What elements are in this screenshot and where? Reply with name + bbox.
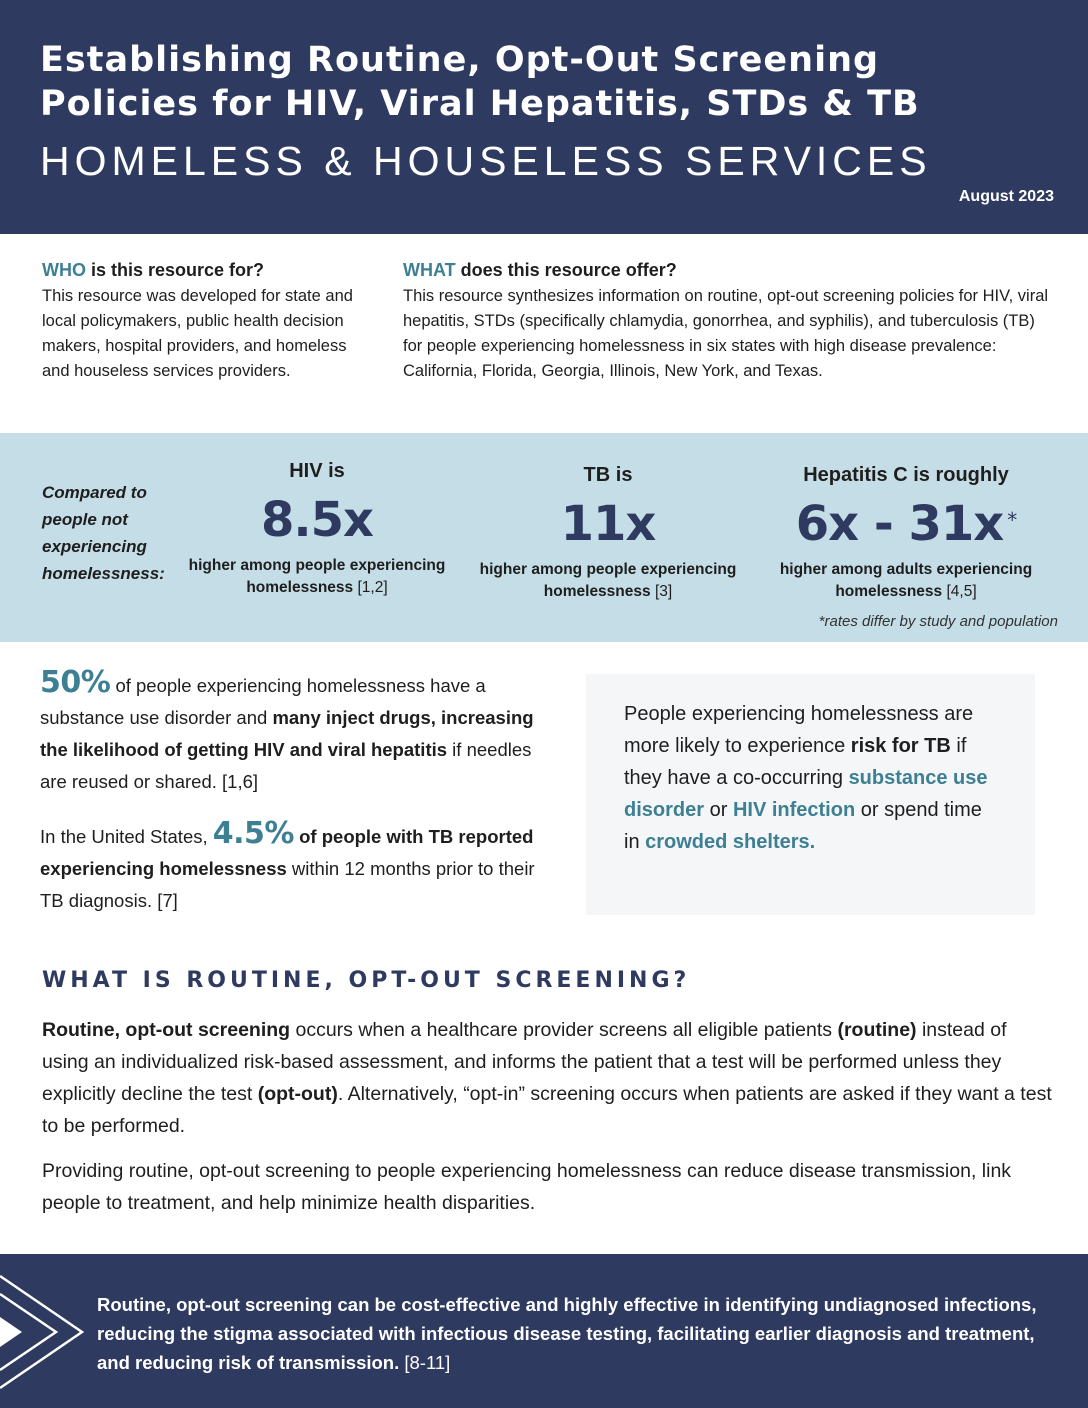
callout-bold: risk for TB xyxy=(850,735,951,757)
what-section xyxy=(403,258,1053,384)
stats-band xyxy=(0,433,1088,642)
fact-text-end: if needles are reused or shared. [1,6] xyxy=(40,739,532,792)
tb-risk-callout xyxy=(586,674,1035,915)
paragraph-bold: (routine) xyxy=(837,1019,917,1041)
who-section xyxy=(42,258,372,384)
who-accent: WHO xyxy=(42,260,86,280)
fact-tb-homelessness xyxy=(40,818,560,917)
callout-text: or spend time in xyxy=(624,799,982,853)
who-heading-rest: is this resource for? xyxy=(86,260,265,280)
fact-substance-use xyxy=(40,667,560,798)
paragraph-text: occurs when a healthcare provider screens all eligible patients xyxy=(290,1019,838,1041)
who-heading xyxy=(42,258,372,282)
stat-reference: [3] xyxy=(654,583,673,600)
benefits-paragraph: Providing routine, opt-out screening to people experiencing homelessness can reduce disease transmission, link people to treatment, and help minimize health disparities. xyxy=(42,1160,1012,1214)
stat-note-text: higher among people experiencing homelessness xyxy=(188,557,446,596)
callout-highlight: HIV infection xyxy=(732,799,856,821)
rates-footnote: *rates differ by study and population xyxy=(818,613,1058,630)
paragraph-bold: (opt-out) xyxy=(257,1083,338,1105)
stat-label: Hepatitis C is roughly xyxy=(803,464,1009,486)
callout-highlight: crowded shelters. xyxy=(645,831,816,853)
paragraph-text: instead of using an individualized risk-based assessment, and informs the patient that a test will be performed unless they explicitly decline the test xyxy=(42,1019,1007,1105)
callout-text: if they have a co-occurring xyxy=(624,735,967,789)
stat-value: 11x xyxy=(560,496,656,552)
paragraph-bold: Routine, opt-out screening xyxy=(42,1019,291,1041)
compared-label: Compared to people not experiencing homelessness: xyxy=(42,483,165,583)
footer-text: Routine, opt-out screening can be cost-effective and highly effective in identifying undiagnosed infections, reducing the stigma associated with infectious disease testing, facilitating earlier diagnosis and treatment, and reducing risk of transmission. xyxy=(97,1294,1037,1373)
stat-reference: [4,5] xyxy=(946,583,977,600)
stat-value xyxy=(760,489,1052,559)
page-title xyxy=(40,38,1060,126)
stat-hepatitis-c xyxy=(760,461,1052,603)
section-heading: WHAT IS ROUTINE, OPT-OUT SCREENING? xyxy=(42,968,691,993)
who-body: This resource was developed for state and local policymakers, public health decision makers, hospital providers, and homeless and houseless services providers. xyxy=(42,287,353,380)
paragraph-text: . Alternatively, “opt-in” screening occurs when patients are asked if they want a test to be performed. xyxy=(42,1083,1052,1137)
chevron-arrows-icon xyxy=(0,1272,90,1392)
stat-note xyxy=(468,559,748,603)
stat-value-text: 6x - 31x xyxy=(795,496,1004,552)
fact-text-end: within 12 months prior to their TB diagnosis. [7] xyxy=(40,858,535,911)
stat-reference: [1,2] xyxy=(357,579,388,596)
fact-prefix: In the United States, xyxy=(40,826,213,847)
stat-label: HIV is xyxy=(289,460,345,482)
callout-text: People experiencing homelessness are more likely to experience xyxy=(624,703,974,757)
fact-bold-text: of people with TB reported experiencing homelessness xyxy=(40,826,534,879)
definition-paragraph xyxy=(42,1014,1052,1142)
callout-text: or xyxy=(704,799,733,821)
title-line-2: Policies for HIV, Viral Hepatitis, STDs & TB xyxy=(40,84,920,124)
stat-label: TB is xyxy=(583,464,633,486)
header-banner xyxy=(0,0,1088,234)
stat-value: 8.5x xyxy=(261,492,373,548)
what-accent: WHAT xyxy=(403,260,456,280)
asterisk-mark: * xyxy=(1007,508,1017,532)
fact-percentage: 50% xyxy=(40,665,111,700)
fact-bold-text: many inject drugs, increasing the likelihood of getting HIV and viral hepatitis xyxy=(40,707,534,760)
stat-hiv xyxy=(177,457,457,599)
publication-date: August 2023 xyxy=(958,188,1054,205)
title-line-1: Establishing Routine, Opt-Out Screening xyxy=(40,40,880,80)
stat-tb xyxy=(468,461,748,603)
page-subtitle: HOMELESS & HOUSELESS SERVICES xyxy=(40,138,932,184)
stat-note xyxy=(760,559,1052,603)
what-heading-rest: does this resource offer? xyxy=(455,260,677,280)
callout-highlight: substance use disorder xyxy=(624,767,988,821)
what-heading xyxy=(403,258,1053,282)
footer-banner xyxy=(0,1254,1088,1408)
stat-note xyxy=(177,555,457,599)
footer-reference: [8-11] xyxy=(399,1352,451,1373)
footer-message xyxy=(97,1290,1057,1377)
stat-note-text: higher among people experiencing homelessness xyxy=(479,561,737,600)
stat-note-text: higher among adults experiencing homelessness xyxy=(779,561,1033,600)
what-body: This resource synthesizes information on routine, opt-out screening policies for HIV, viral hepatitis, STDs (specifically chlamydia, gonorrhea, and syphilis), and tuberculosis (TB) for people experiencing homelessness in six states with high disease prevalence: California, Florida, Georgia, Illinois, New York, and Texas. xyxy=(403,287,1049,380)
fact-text: of people experiencing homelessness have a substance use disorder and xyxy=(40,675,486,728)
fact-percentage: 4.5% xyxy=(212,816,294,851)
